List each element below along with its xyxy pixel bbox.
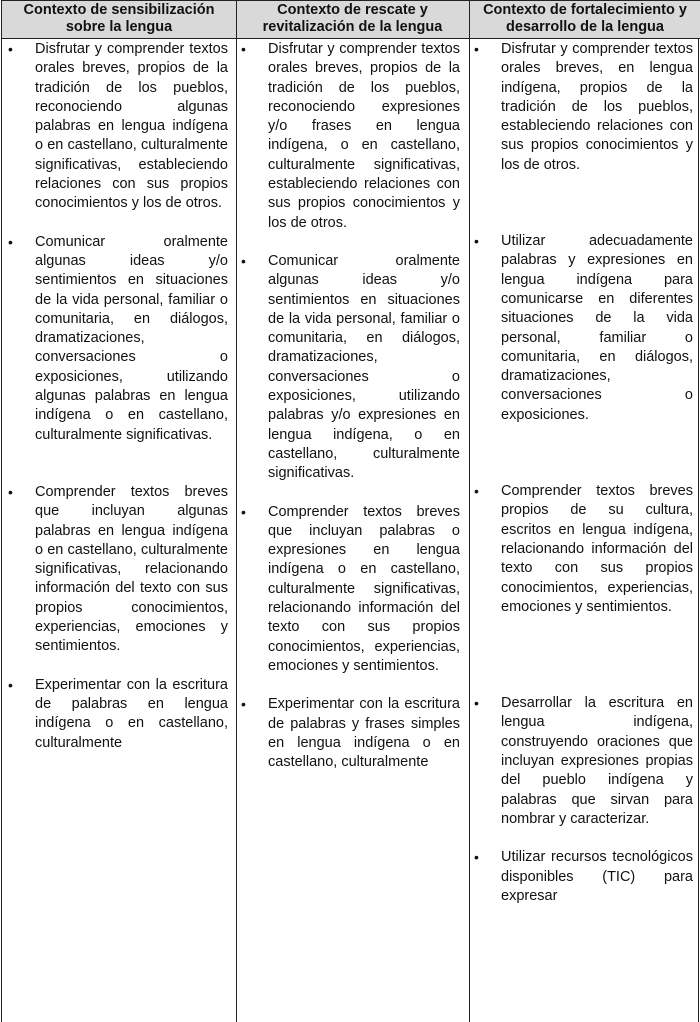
item-text: Comunicar oralmente algunas ideas y/o sentimientos en situaciones de la vida personal, familiar o comunitaria, en diálogos, dramatizaciones, conversaciones o exposiciones, utilizando palabras y/o expresiones en lengua indígena, o en castellano, culturalmente significativas. [268, 252, 460, 482]
bullet-icon: • [241, 41, 246, 57]
item-text: Experimentar con la escritura de palabras y frases simples en lengua indígena o en castellano, culturalmente [268, 696, 460, 771]
header-sensibilizacion: Contexto de sensibilización sobre la lengua [23, 2, 215, 35]
bullet-icon: • [474, 483, 479, 500]
list-item [474, 40, 693, 175]
bullet-icon: • [241, 252, 246, 269]
bullet-icon: • [8, 483, 13, 500]
item-text: Disfrutar y comprender textos orales breves, propios de la tradición de los pueblos, reconociendo expresiones y/o frases en lengua indígena, o en castellano, culturalmente significativas, estableciendo relaciones con sus propios conocimientos y los de otros. [268, 41, 460, 231]
item-text: Comprender textos breves propios de su cultura, escritos en lengua indígena, relacionando información del texto con sus propios conocimientos, experiencias, emociones y sentimientos. [501, 483, 693, 615]
item-text: Comprender textos breves que incluyan palabras o expresiones en lengua indígena o en castellano, culturalmente significativas, relacionando información del texto con sus propios conocimientos, experiencias, emociones y sentimientos. [268, 503, 460, 674]
column-divider [469, 0, 470, 1022]
curriculum-table [1, 0, 699, 1022]
list-item [241, 252, 460, 484]
item-text: Experimentar con la escritura de palabras en lengua indígena o en castellano, culturalmente [35, 676, 228, 751]
column-rescate [241, 40, 460, 772]
bullet-icon: • [474, 849, 479, 866]
item-text: Disfrutar y comprender textos orales breves, propios de la tradición de los pueblos, reconociendo algunas palabras en lengua indígena o en castellano, culturalmente significativas, estableciendo relaciones con sus propios conocimientos y los de otros. [35, 41, 228, 212]
bullet-icon: • [474, 695, 479, 712]
bullet-icon: • [474, 233, 479, 250]
list-item [474, 848, 693, 906]
column-divider [236, 0, 237, 1022]
list-item [474, 232, 693, 425]
list-item [241, 503, 460, 677]
item-text: Disfrutar y comprender textos orales breves, en lengua indígena, propios de la tradición de los pueblos, estableciendo relaciones con sus propios conocimientos y los de otros. [501, 41, 693, 173]
item-text: Utilizar adecuadamente palabras y expresiones en lengua indígena para comunicarse en diferentes situaciones de la vida personal, familiar o comunitaria, en diálogos, dramatizaciones, conversaciones o exposiciones. [501, 233, 693, 423]
list-item [241, 40, 460, 233]
item-text: Comunicar oralmente algunas ideas y/o sentimientos en situaciones de la vida personal, familiar o comunitaria, en diálogos, dramatizaciones, conversaciones o exposiciones, utilizando algunas palabras en lengua indígena o en castellano, culturalmente significativas. [35, 233, 228, 443]
list-item [8, 676, 228, 753]
list-item [8, 483, 228, 657]
bullet-icon: • [241, 696, 246, 713]
list-item [8, 40, 228, 214]
bullet-icon: • [8, 233, 13, 250]
column-sensibilizacion [8, 40, 228, 753]
column-fortalecimiento [474, 40, 693, 906]
list-item [241, 695, 460, 772]
item-text: Desarrollar la escritura en lengua indígena, construyendo oraciones que incluyan expresiones propias del pueblo indígena y palabras que sirvan para nombrar y caracterizar. [501, 695, 693, 827]
item-text: Comprender textos breves que incluyan algunas palabras en lengua indígena o en castellano, culturalmente significativas, relacionando información del texto con sus propios conocimientos, experiencias, emociones y sentimientos. [35, 483, 228, 655]
item-text: Utilizar recursos tecnológicos disponibles (TIC) para expresar [501, 849, 693, 904]
bullet-icon: • [8, 676, 13, 693]
bullet-icon: • [474, 41, 479, 57]
bullet-icon: • [8, 41, 13, 57]
bullet-icon: • [241, 503, 246, 520]
header-rescate: Contexto de rescate y revitalización de la lengua [262, 2, 443, 35]
header-fortalecimiento: Contexto de fortalecimiento y desarrollo de la lengua [483, 2, 687, 35]
list-item [8, 233, 228, 445]
list-item [474, 694, 693, 829]
list-item [474, 482, 693, 617]
